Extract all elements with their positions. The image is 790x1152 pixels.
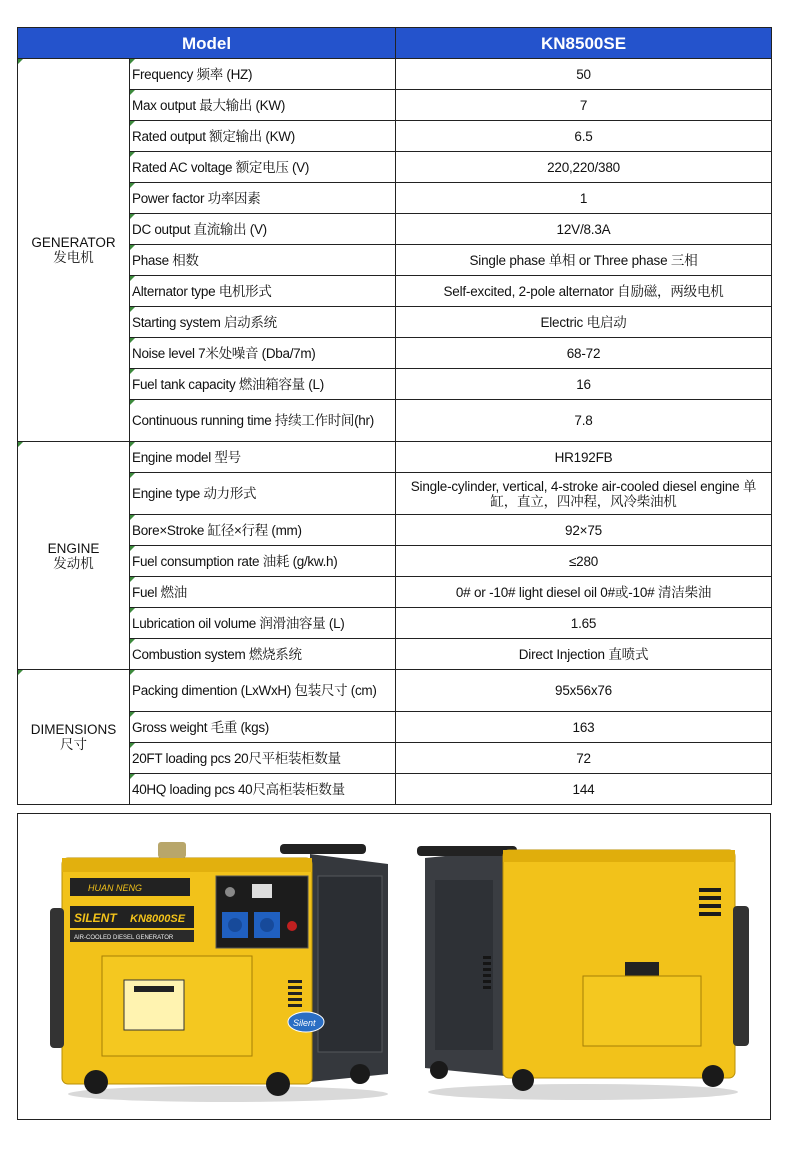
side-badge-text: Silent bbox=[293, 1018, 316, 1028]
param-cell: Phase 相数 bbox=[130, 245, 396, 276]
table-row bbox=[18, 577, 772, 608]
table-row bbox=[18, 743, 772, 774]
subtitle-text: AIR-COOLED DIESEL GENERATOR bbox=[74, 935, 174, 941]
param-cell: Continuous running time 持续工作时间(hr) bbox=[130, 400, 396, 442]
param-cell: Noise level 7米处噪音 (Dba/7m) bbox=[130, 338, 396, 369]
table-row bbox=[18, 338, 772, 369]
value-cell: HR192FB bbox=[396, 442, 772, 473]
param-cell: Bore×Stroke 缸径×行程 (mm) bbox=[130, 515, 396, 546]
table-row bbox=[18, 245, 772, 276]
value-cell: 144 bbox=[396, 774, 772, 805]
group-label bbox=[18, 670, 130, 805]
param-cell: Fuel 燃油 bbox=[130, 577, 396, 608]
value-cell: 95x56x76 bbox=[396, 670, 772, 712]
param-cell: Max output 最大输出 (KW) bbox=[130, 90, 396, 121]
value-cell: 7.8 bbox=[396, 400, 772, 442]
value-cell: 7 bbox=[396, 90, 772, 121]
value-cell: 16 bbox=[396, 369, 772, 400]
table-row bbox=[18, 670, 772, 712]
value-cell: Self-excited, 2-pole alternator 自励磁，两级电机 bbox=[396, 276, 772, 307]
value-cell: 0# or -10# light diesel oil 0#或-10# 清洁柴油 bbox=[396, 577, 772, 608]
table-row bbox=[18, 442, 772, 473]
param-cell: Fuel tank capacity 燃油箱容量 (L) bbox=[130, 369, 396, 400]
header-row bbox=[18, 28, 772, 59]
value-cell: Direct Injection 直喷式 bbox=[396, 639, 772, 670]
table-row bbox=[18, 276, 772, 307]
silent-text: SILENT bbox=[74, 911, 117, 925]
group-label-cn: 发电机 bbox=[53, 250, 94, 265]
table-row bbox=[18, 546, 772, 577]
param-cell: Engine model 型号 bbox=[130, 442, 396, 473]
value-cell: Single-cylinder, vertical, 4-stroke air-cooled diesel engine 单缸，直立，四冲程，风冷柴油机 bbox=[396, 473, 772, 515]
brand-text: HUAN NENG bbox=[88, 883, 143, 893]
group-label bbox=[18, 59, 130, 442]
table-row bbox=[18, 400, 772, 442]
value-cell: Electric 电启动 bbox=[396, 307, 772, 338]
param-cell: 20FT loading pcs 20尺平柜装柜数量 bbox=[130, 743, 396, 774]
table-row bbox=[18, 473, 772, 515]
value-cell: Single phase 单相 or Three phase 三相 bbox=[396, 245, 772, 276]
model-label: Model bbox=[18, 28, 396, 59]
value-cell: 68-72 bbox=[396, 338, 772, 369]
table-row bbox=[18, 214, 772, 245]
group-label bbox=[18, 442, 130, 670]
table-row bbox=[18, 59, 772, 90]
value-cell: 50 bbox=[396, 59, 772, 90]
value-cell: 1 bbox=[396, 183, 772, 214]
model-badge-text: KN8000SE bbox=[130, 913, 186, 925]
table-row bbox=[18, 712, 772, 743]
table-row bbox=[18, 369, 772, 400]
group-label-en: GENERATOR bbox=[31, 235, 116, 250]
group-label-cn: 发动机 bbox=[53, 555, 94, 571]
value-cell: 92×75 bbox=[396, 515, 772, 546]
param-cell: Alternator type 电机形式 bbox=[130, 276, 396, 307]
param-cell: DC output 直流输出 (V) bbox=[130, 214, 396, 245]
value-cell: ≤280 bbox=[396, 546, 772, 577]
value-cell: 6.5 bbox=[396, 121, 772, 152]
param-cell: Rated AC voltage 额定电压 (V) bbox=[130, 152, 396, 183]
model-value: KN8500SE bbox=[396, 28, 772, 59]
group-label-en: DIMENSIONS bbox=[30, 722, 117, 737]
group-label-en: ENGINE bbox=[47, 540, 100, 556]
value-cell: 220,220/380 bbox=[396, 152, 772, 183]
spec-table bbox=[17, 27, 772, 805]
param-cell: 40HQ loading pcs 40尺高柜装柜数量 bbox=[130, 774, 396, 805]
param-cell: Lubrication oil volume 润滑油容量 (L) bbox=[130, 608, 396, 639]
table-row bbox=[18, 774, 772, 805]
param-cell: Starting system 启动系统 bbox=[130, 307, 396, 338]
generator-front-photo bbox=[48, 836, 398, 1104]
param-cell: Gross weight 毛重 (kgs) bbox=[130, 712, 396, 743]
table-row bbox=[18, 152, 772, 183]
param-cell: Power factor 功率因素 bbox=[130, 183, 396, 214]
param-cell: Frequency 频率 (HZ) bbox=[130, 59, 396, 90]
param-cell: Packing dimention (LxWxH) 包装尺寸 (cm) bbox=[130, 670, 396, 712]
table-row bbox=[18, 608, 772, 639]
table-row bbox=[18, 515, 772, 546]
product-photos bbox=[17, 813, 771, 1120]
group-label-cn: 尺寸 bbox=[60, 737, 87, 752]
table-row bbox=[18, 90, 772, 121]
table-row bbox=[18, 639, 772, 670]
value-cell: 163 bbox=[396, 712, 772, 743]
param-cell: Rated output 额定输出 (KW) bbox=[130, 121, 396, 152]
param-cell: Engine type 动力形式 bbox=[130, 473, 396, 515]
value-cell: 12V/8.3A bbox=[396, 214, 772, 245]
table-row bbox=[18, 121, 772, 152]
table-row bbox=[18, 183, 772, 214]
value-cell: 1.65 bbox=[396, 608, 772, 639]
generator-rear-photo bbox=[413, 836, 758, 1104]
param-cell: Combustion system 燃烧系统 bbox=[130, 639, 396, 670]
value-cell: 72 bbox=[396, 743, 772, 774]
param-cell: Fuel consumption rate 油耗 (g/kw.h) bbox=[130, 546, 396, 577]
table-row bbox=[18, 307, 772, 338]
